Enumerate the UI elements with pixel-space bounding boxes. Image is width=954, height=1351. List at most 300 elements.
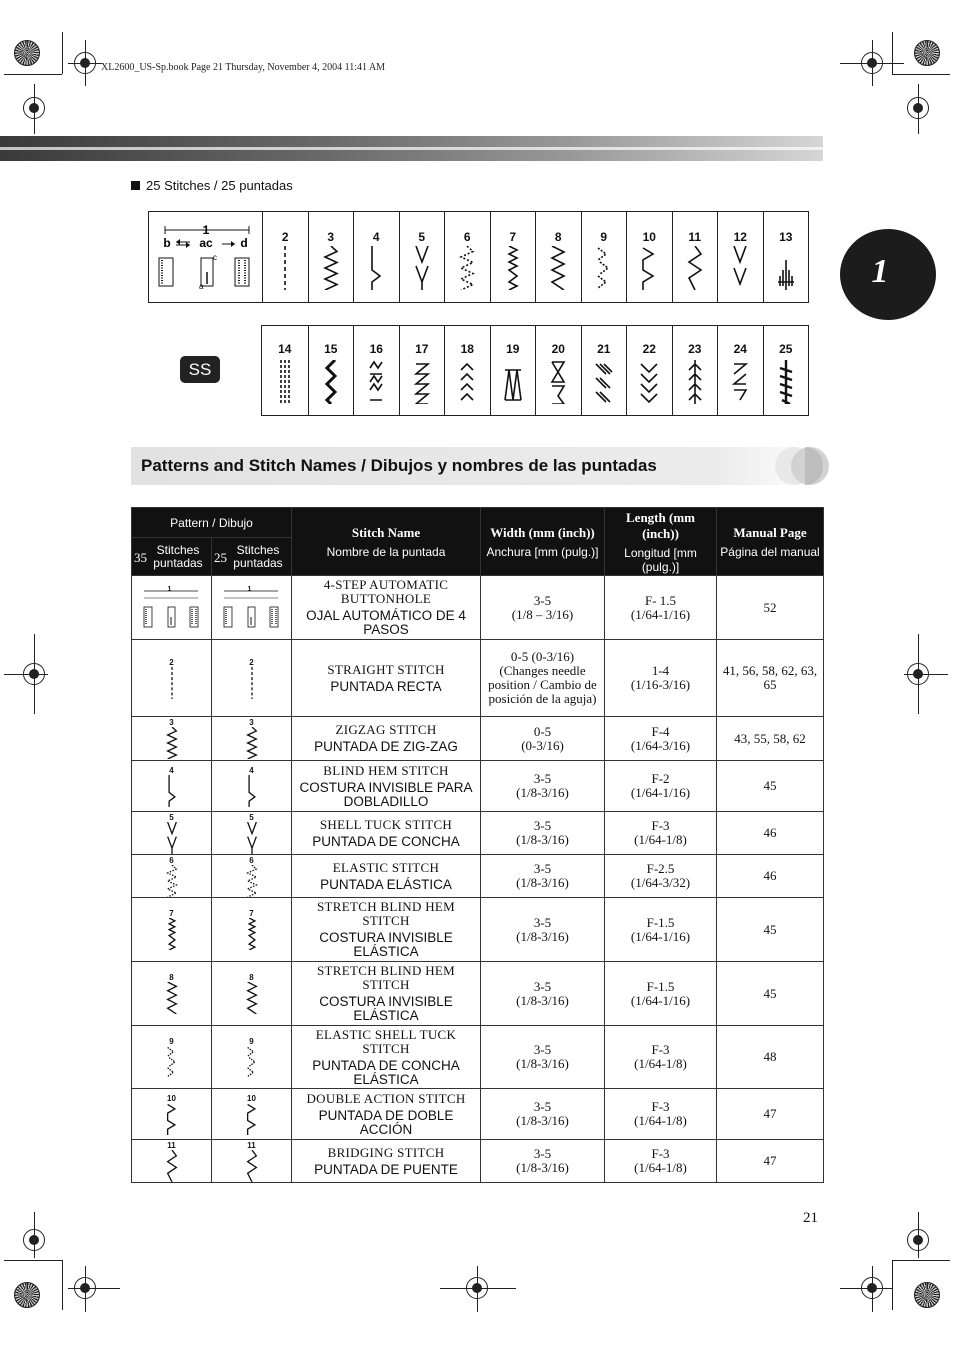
grid-cell-6 xyxy=(444,212,490,302)
stitch-pattern-icon xyxy=(685,360,705,404)
pattern-cell-35 xyxy=(132,855,212,898)
manual-page-value: 52 xyxy=(763,599,777,615)
manual-page-cell xyxy=(717,962,824,1026)
stitch-pattern-icon xyxy=(244,1103,260,1135)
manual-page-cell xyxy=(717,1026,824,1089)
stitch-name-cell xyxy=(292,898,481,962)
square-bullet-icon xyxy=(131,181,140,190)
stitch-name-es: PUNTADA DE PUENTE xyxy=(314,1161,458,1177)
manual-page-value: 47 xyxy=(763,1153,777,1168)
pattern-cell-25 xyxy=(212,576,292,640)
stitch-number: 8 xyxy=(554,230,562,244)
table-row xyxy=(132,640,824,717)
stitch-number: 18 xyxy=(460,342,474,356)
stitch-pattern-icon xyxy=(164,822,180,854)
stitch-name-es: PUNTADA DE CONCHA xyxy=(312,833,460,849)
stitch-number: 5 xyxy=(418,230,426,244)
crop-mark xyxy=(440,1288,516,1289)
header-35-stitches: 35 Stitches puntadas xyxy=(132,538,212,576)
length-value: F-2.5 xyxy=(646,861,675,876)
length-cell xyxy=(605,962,717,1026)
stitch-name-es: COSTURA INVISIBLE ELÁSTICA xyxy=(319,994,453,1023)
crop-mark xyxy=(918,1212,919,1258)
stitch-number: 2 xyxy=(281,230,289,244)
buttonhole-step-label: c xyxy=(213,253,217,262)
stitch-name-cell xyxy=(292,1026,481,1089)
stitch-grid-row1 xyxy=(148,211,809,303)
chapter-tab xyxy=(840,229,936,320)
length-value: F-4 xyxy=(651,723,670,739)
stitch-number: 21 xyxy=(597,342,611,356)
width-cell xyxy=(481,761,605,812)
width-inch: (1/8-3/16) xyxy=(516,832,569,847)
stitch-pattern-icon xyxy=(730,360,750,404)
pattern-cell-25 xyxy=(212,855,292,898)
grid-cell-15 xyxy=(308,326,354,415)
width-value: 0-5 (0-3/16) xyxy=(510,649,575,664)
manual-page-value: 48 xyxy=(763,1049,777,1064)
header-25-stitches: 25 Stitches puntadas xyxy=(212,538,292,576)
width-inch: (0-3/16) xyxy=(521,737,564,753)
stitch-name-cell xyxy=(292,640,481,717)
stitch-name-en: BRIDGING STITCH xyxy=(327,1144,445,1160)
grid-cell-7 xyxy=(490,212,536,302)
stitch-pattern-icon xyxy=(548,246,568,290)
length-value: 1-4 xyxy=(651,663,670,678)
stitch-pattern-icon xyxy=(244,822,260,854)
stitch-name-en: ZIGZAG STITCH xyxy=(335,722,437,737)
stitch-name-en: BLIND HEM STITCH xyxy=(323,762,449,778)
stitch-name-es: PUNTADA DE CONCHA ELÁSTICA xyxy=(312,1057,460,1087)
stitch-name-es: PUNTADA ELÁSTICA xyxy=(320,876,452,892)
stitch-number: 20 xyxy=(551,342,565,356)
stitch-name-cell xyxy=(292,1089,481,1140)
length-cell xyxy=(605,1026,717,1089)
manual-page-value: 43, 55, 58, 62 xyxy=(734,730,806,746)
width-cell xyxy=(481,855,605,898)
buttonhole-step-label: 1 xyxy=(202,223,210,237)
length-value: F-3 xyxy=(651,1099,670,1114)
crop-mark xyxy=(85,1266,86,1312)
stitch-number: 9 xyxy=(600,230,608,244)
stitch-number: 11 xyxy=(688,230,702,244)
grid-cell-14 xyxy=(262,326,308,415)
manual-page-value: 46 xyxy=(763,825,777,840)
grid-cell-25 xyxy=(763,326,809,415)
pattern-cell-35 xyxy=(132,576,212,640)
manual-page-cell xyxy=(717,855,824,898)
crop-mark xyxy=(68,1288,120,1289)
length-inch: (1/64-3/32) xyxy=(630,875,691,890)
width-value: 3-5 xyxy=(533,1099,552,1114)
stitch-name-cell xyxy=(292,812,481,855)
width-value: 3-5 xyxy=(533,914,552,930)
width-value: 3-5 xyxy=(533,1042,552,1057)
stitch-name-en: STRAIGHT STITCH xyxy=(327,661,445,677)
grid-cell-19 xyxy=(490,326,536,415)
stitch-name-en: 4-STEP AUTOMATIC BUTTONHOLE xyxy=(323,577,449,606)
stitch-name-en: STRETCH BLIND HEM STITCH xyxy=(317,963,455,992)
length-inch: (1/64-1/16) xyxy=(630,606,691,622)
stitch-pattern-icon xyxy=(503,360,523,404)
stitch-name-es: PUNTADA RECTA xyxy=(330,678,442,694)
stitch-pattern-icon xyxy=(685,246,705,290)
buttonhole-diagram-icon xyxy=(140,585,204,631)
manual-page-cell xyxy=(717,717,824,761)
table-row xyxy=(132,1140,824,1183)
manual-page-cell xyxy=(717,898,824,962)
grid-cell-3 xyxy=(308,212,354,302)
length-value: F- 1.5 xyxy=(644,592,677,608)
stitch-pattern-icon xyxy=(776,360,796,404)
pattern-number: 6 xyxy=(249,855,254,865)
registration-rosette-icon xyxy=(14,40,40,66)
table-row xyxy=(132,855,824,898)
length-value: F-2 xyxy=(651,771,670,786)
stitch-number: 17 xyxy=(415,342,429,356)
length-inch: (1/64-1/16) xyxy=(630,992,691,1008)
manual-page-value: 41, 56, 58, 62, 63, 65 xyxy=(722,663,818,692)
crop-mark xyxy=(477,1266,478,1312)
stitch-name-es: PUNTADA DE ZIG-ZAG xyxy=(314,739,458,754)
stitch-name-en: ELASTIC STITCH xyxy=(332,859,440,875)
grid-cell-5 xyxy=(399,212,445,302)
length-cell xyxy=(605,717,717,761)
stitch-number: 4 xyxy=(372,230,380,244)
pattern-number: 4 xyxy=(249,765,254,775)
crop-mark xyxy=(4,1260,62,1261)
pattern-cell-35 xyxy=(132,717,212,761)
pattern-cell-35 xyxy=(132,962,212,1026)
manual-page-cell xyxy=(717,576,824,640)
table-row xyxy=(132,1026,824,1089)
width-inch: (1/8 – 3/16) xyxy=(511,606,574,622)
pattern-number: 11 xyxy=(167,1140,176,1150)
width-cell xyxy=(481,1140,605,1183)
stitch-pattern-icon xyxy=(321,246,341,290)
pattern-cell-35 xyxy=(132,898,212,962)
pattern-number: 1 xyxy=(247,585,252,593)
pattern-cell-25 xyxy=(212,1089,292,1140)
pattern-number: 5 xyxy=(169,812,174,822)
stitch-pattern-icon xyxy=(164,1103,180,1135)
grid-cell-1 xyxy=(149,212,262,302)
pattern-cell-25 xyxy=(212,1026,292,1089)
stitch-pattern-icon xyxy=(457,246,477,290)
stitch-pattern-icon xyxy=(412,246,432,290)
length-value: F-1.5 xyxy=(646,914,675,930)
stitch-name-en: DOUBLE ACTION STITCH xyxy=(306,1090,466,1106)
stitch-pattern-icon xyxy=(244,775,260,807)
manual-page-value: 45 xyxy=(763,778,777,793)
pattern-number: 10 xyxy=(247,1093,256,1103)
width-cell xyxy=(481,717,605,761)
grid-cell-24 xyxy=(717,326,763,415)
pattern-number: 9 xyxy=(169,1036,174,1046)
stitch-number: 13 xyxy=(779,230,793,244)
width-inch: (1/8-3/16) xyxy=(516,785,569,800)
file-header: XL2600_US-Sp.book Page 21 Thursday, November 4, 2004 11:41 AM xyxy=(101,62,386,73)
stitch-pattern-icon xyxy=(594,246,614,290)
page-number: 21 xyxy=(803,1210,818,1226)
stitch-pattern-icon xyxy=(244,982,260,1014)
grid-cell-13 xyxy=(763,212,809,302)
width-cell xyxy=(481,898,605,962)
pattern-number: 8 xyxy=(169,973,174,982)
table-row xyxy=(132,761,824,812)
pattern-cell-35 xyxy=(132,640,212,717)
registration-rosette-icon xyxy=(14,1282,40,1308)
pattern-number: 10 xyxy=(167,1093,176,1103)
pattern-cell-35 xyxy=(132,1026,212,1089)
stitch-name-es: COSTURA INVISIBLE PARA DOBLADILLO xyxy=(299,779,473,809)
width-value: 0-5 xyxy=(533,723,552,739)
section-heading-banner xyxy=(131,447,823,485)
length-inch: (1/64-1/8) xyxy=(634,1113,687,1128)
crop-mark xyxy=(34,84,35,134)
stitch-pattern-icon xyxy=(164,1046,180,1078)
length-inch: (1/64-1/16) xyxy=(630,785,691,800)
pattern-number: 7 xyxy=(169,909,174,918)
width-value: 3-5 xyxy=(533,818,552,833)
length-cell xyxy=(605,640,717,717)
length-value: F-3 xyxy=(651,818,670,833)
pattern-cell-35 xyxy=(132,1089,212,1140)
pattern-cell-25 xyxy=(212,962,292,1026)
stitch-name-en: SHELL TUCK STITCH xyxy=(319,816,453,832)
table-row xyxy=(132,898,824,962)
stitch-name-en: STRETCH BLIND HEM STITCH xyxy=(317,899,455,928)
stitch-pattern-icon xyxy=(457,360,477,404)
stitch-pattern-icon xyxy=(275,360,295,404)
stitch-pattern-icon xyxy=(164,865,180,897)
section-heading: Patterns and Stitch Names / Dibujos y nombres de las puntadas xyxy=(141,456,657,475)
pattern-cell-25 xyxy=(212,640,292,717)
width-value: 3-5 xyxy=(533,861,552,876)
stitch-name-cell xyxy=(292,855,481,898)
stitch-number: 25 xyxy=(779,342,793,356)
width-value: 3-5 xyxy=(533,1146,552,1161)
stitch-number: 19 xyxy=(506,342,520,356)
registration-rosette-icon xyxy=(914,40,940,66)
crop-mark xyxy=(62,1260,63,1310)
stitch-pattern-icon xyxy=(244,1150,260,1182)
grid-cell-21 xyxy=(581,326,627,415)
stitch-name-es: COSTURA INVISIBLE ELÁSTICA xyxy=(319,930,453,959)
stitch-pattern-icon xyxy=(594,360,614,404)
section-label xyxy=(131,178,293,193)
stitch-number: 6 xyxy=(463,230,471,244)
header-stitch-name: Stitch Name Nombre de la puntada xyxy=(292,508,481,576)
table-row xyxy=(132,1089,824,1140)
grid-cell-23 xyxy=(672,326,718,415)
stitch-pattern-icon xyxy=(639,360,659,404)
grid-cell-9 xyxy=(581,212,627,302)
stitch-pattern-icon xyxy=(164,775,180,807)
stitch-pattern-icon xyxy=(730,246,750,290)
stitch-number: 15 xyxy=(324,342,338,356)
pattern-cell-35 xyxy=(132,812,212,855)
stitch-number: 7 xyxy=(509,230,517,244)
stitch-name-en: ELASTIC SHELL TUCK STITCH xyxy=(315,1026,457,1056)
stitch-number: 24 xyxy=(733,342,747,356)
grid-cell-4 xyxy=(353,212,399,302)
buttonhole-diagram-icon xyxy=(220,585,284,631)
length-value: F-3 xyxy=(651,1146,670,1161)
stitch-name-cell xyxy=(292,576,481,640)
crop-mark xyxy=(892,32,893,74)
stitch-pattern-icon xyxy=(503,246,523,290)
stitch-table xyxy=(131,507,824,1183)
buttonhole-step-label: ac xyxy=(199,236,213,250)
stitch-name-cell xyxy=(292,761,481,812)
stitch-pattern-icon xyxy=(244,865,260,897)
registration-rosette-icon xyxy=(914,1282,940,1308)
stitch-pattern-icon xyxy=(244,918,260,950)
crop-mark xyxy=(62,32,63,74)
stitch-name-es: PUNTADA DE DOBLE ACCIÓN xyxy=(318,1107,454,1137)
pattern-cell-25 xyxy=(212,898,292,962)
width-inch: (Changes needle position / Cambio de posición de la aguja) xyxy=(488,663,597,706)
stitch-pattern-icon xyxy=(164,918,180,950)
grid-cell-11 xyxy=(672,212,718,302)
stitch-number: 16 xyxy=(369,342,383,356)
pattern-number: 6 xyxy=(169,855,174,865)
width-value: 3-5 xyxy=(533,771,552,786)
width-inch: (1/8-3/16) xyxy=(516,1160,569,1175)
length-inch: (1/64-1/16) xyxy=(630,928,691,944)
manual-page-cell xyxy=(717,812,824,855)
grid-cell-18 xyxy=(444,326,490,415)
header-manual-page: Manual Page Página del manual xyxy=(717,508,824,576)
width-inch: (1/8-3/16) xyxy=(516,1113,569,1128)
stitch-pattern-icon xyxy=(639,246,659,290)
stitch-number: 12 xyxy=(733,230,747,244)
pattern-number: 2 xyxy=(249,657,254,667)
table-row xyxy=(132,962,824,1026)
crop-mark xyxy=(4,74,62,75)
width-cell xyxy=(481,576,605,640)
stitch-pattern-icon xyxy=(244,727,260,759)
length-value: F-1.5 xyxy=(646,978,675,994)
pattern-number: 5 xyxy=(249,812,254,822)
pattern-cell-25 xyxy=(212,812,292,855)
pattern-number: 8 xyxy=(249,973,254,982)
stitch-grid-row2 xyxy=(261,325,809,416)
width-value: 3-5 xyxy=(533,592,552,608)
stitch-name-cell xyxy=(292,717,481,761)
stitch-pattern-icon xyxy=(164,727,180,759)
pattern-cell-35 xyxy=(132,1140,212,1183)
length-cell xyxy=(605,1089,717,1140)
stitch-number: 14 xyxy=(278,342,292,356)
header-length: Length (mm (inch)) Longitud [mm (pulg.)] xyxy=(605,508,717,576)
ss-badge: SS xyxy=(180,356,220,383)
length-cell xyxy=(605,761,717,812)
table-row xyxy=(132,576,824,640)
grid-cell-22 xyxy=(626,326,672,415)
grid-cell-12 xyxy=(717,212,763,302)
width-inch: (1/8-3/16) xyxy=(516,928,569,944)
pattern-cell-35 xyxy=(132,761,212,812)
stitch-name-cell xyxy=(292,962,481,1026)
stitch-pattern-icon xyxy=(164,982,180,1014)
buttonhole-diagram-icon xyxy=(149,212,262,302)
stitch-name-es: OJAL AUTOMÁTICO DE 4 PASOS xyxy=(306,608,466,637)
crop-mark xyxy=(840,1288,892,1289)
length-cell xyxy=(605,1140,717,1183)
crop-mark xyxy=(892,1260,950,1261)
length-value: F-3 xyxy=(651,1042,670,1057)
manual-page-cell xyxy=(717,1140,824,1183)
stitch-name-cell xyxy=(292,1140,481,1183)
buttonhole-step-label: a xyxy=(199,282,204,291)
stitch-pattern-icon xyxy=(321,360,341,404)
manual-page-value: 45 xyxy=(763,921,777,937)
pattern-number: 11 xyxy=(247,1140,256,1150)
manual-page-cell xyxy=(717,761,824,812)
grid-cell-20 xyxy=(535,326,581,415)
header-width: Width (mm (inch)) Anchura [mm (pulg.)] xyxy=(481,508,605,576)
stitch-pattern-icon xyxy=(275,246,295,290)
length-inch: (1/64-1/8) xyxy=(634,1056,687,1071)
pattern-number: 9 xyxy=(249,1036,254,1046)
length-inch: (1/64-1/8) xyxy=(634,1160,687,1175)
width-inch: (1/8-3/16) xyxy=(516,875,569,890)
width-value: 3-5 xyxy=(533,978,552,994)
length-cell xyxy=(605,812,717,855)
width-cell xyxy=(481,1089,605,1140)
width-cell xyxy=(481,1026,605,1089)
stitch-pattern-icon xyxy=(244,667,260,699)
pattern-number: 1 xyxy=(167,585,172,593)
stitch-pattern-icon xyxy=(366,360,386,404)
header-pattern: Pattern / Dibujo xyxy=(132,508,292,538)
buttonhole-step-label: b xyxy=(163,236,171,250)
length-cell xyxy=(605,855,717,898)
crop-mark xyxy=(872,1266,873,1312)
buttonhole-step-label: d xyxy=(240,236,248,250)
manual-page-cell xyxy=(717,640,824,717)
table-row xyxy=(132,717,824,761)
manual-page-value: 47 xyxy=(763,1106,777,1121)
stitch-pattern-icon xyxy=(164,667,180,699)
pattern-number: 3 xyxy=(169,718,174,727)
stitch-pattern-icon xyxy=(366,246,386,290)
crop-mark xyxy=(904,674,948,675)
stitch-pattern-icon xyxy=(412,360,432,404)
grid-cell-10 xyxy=(626,212,672,302)
chapter-number: 1 xyxy=(871,253,889,290)
width-cell xyxy=(481,962,605,1026)
pattern-number: 3 xyxy=(249,718,254,727)
pattern-number: 7 xyxy=(249,909,254,918)
length-cell xyxy=(605,576,717,640)
pattern-number: 2 xyxy=(169,657,174,667)
crop-mark xyxy=(34,1212,35,1258)
crop-mark xyxy=(892,74,950,75)
width-inch: (1/8-3/16) xyxy=(516,992,569,1008)
length-inch: (1/16-3/16) xyxy=(630,677,691,692)
manual-page-cell xyxy=(717,1089,824,1140)
stitch-pattern-icon xyxy=(776,246,796,290)
pattern-cell-25 xyxy=(212,761,292,812)
stitch-number: 22 xyxy=(642,342,656,356)
manual-page-value: 45 xyxy=(763,985,777,1001)
stitch-number: 3 xyxy=(327,230,335,244)
grid-cell-16 xyxy=(353,326,399,415)
width-cell xyxy=(481,812,605,855)
